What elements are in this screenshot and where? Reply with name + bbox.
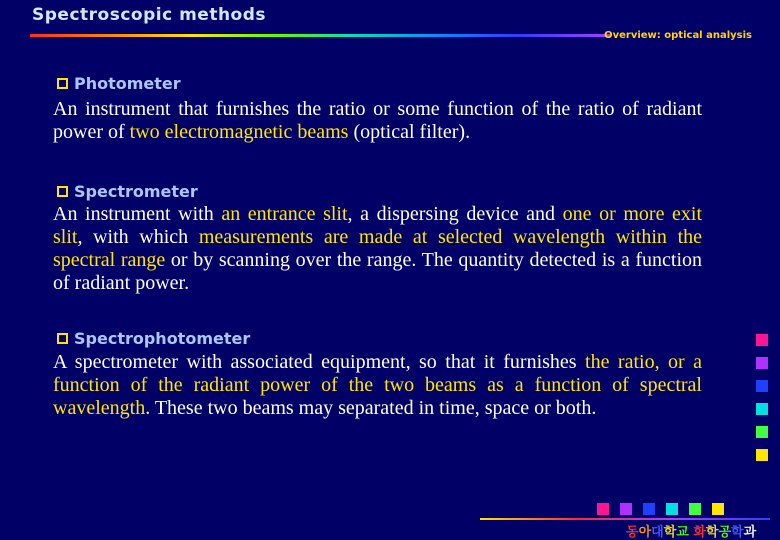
square-bullet-icon (57, 186, 68, 197)
highlighted-text: the ratio, or a function of the radiant power of the two beams as a function of spectral wavelength (53, 351, 702, 419)
logo-character: 아 (638, 525, 652, 540)
square-bullet-icon (57, 78, 68, 89)
body-text-span: An instrument with (53, 203, 222, 225)
section-heading-label: Photometer (74, 74, 181, 93)
page-subtitle: Overview: optical analysis (604, 30, 752, 41)
section-heading-label: Spectrophotometer (74, 329, 251, 348)
decorative-square (756, 380, 768, 392)
logo-character: 학 (663, 525, 677, 540)
section-body-photometer (53, 98, 702, 144)
decorative-square (666, 503, 678, 515)
body-text-span: , a dispersing device and (347, 203, 563, 225)
rainbow-divider (30, 34, 610, 37)
logo-character: 화 (693, 525, 706, 540)
logo-character: 학 (731, 525, 744, 540)
square-bullet-icon (57, 333, 68, 344)
section-heading-spectrometer (57, 182, 198, 201)
logo-character: 학 (705, 525, 719, 540)
logo-character: 동 (626, 525, 639, 540)
decorative-square (689, 503, 701, 515)
section-heading-spectrophotometer (57, 329, 250, 348)
page-title: Spectroscopic methods (32, 5, 267, 25)
decorative-square (756, 426, 768, 438)
body-text-span: (optical filter). (348, 121, 471, 143)
decorative-square (712, 503, 724, 515)
decorative-square (756, 334, 768, 346)
logo-character: 과 (743, 525, 757, 540)
logo-character: 대 (651, 525, 664, 540)
logo-character: 교 (676, 525, 689, 540)
highlighted-text: measurements are made at selected wavelength within the spectral range (53, 226, 702, 271)
decorative-square (756, 357, 768, 369)
body-text-span: , with which (77, 226, 199, 248)
highlighted-text: one or more exit slit (53, 203, 703, 248)
body-text-span: A spectrometer with associated equipment, so that it furnishes (53, 351, 586, 373)
decorative-square (756, 449, 768, 461)
section-body-spectrophotometer (53, 351, 702, 420)
logo-character: 공 (718, 525, 732, 540)
university-department-logo (626, 521, 756, 540)
body-text-span: . These two beams may separated in time, space or both. (145, 397, 597, 419)
section-body-spectrometer (53, 203, 702, 295)
section-heading-photometer (57, 74, 181, 93)
decorative-square (756, 403, 768, 415)
decorative-square (597, 503, 609, 515)
bottom-divider (480, 518, 770, 520)
section-heading-label: Spectrometer (74, 182, 198, 201)
decorative-square (643, 503, 655, 515)
decorative-square (620, 503, 632, 515)
highlighted-text: two electromagnetic beams (129, 121, 349, 143)
highlighted-text: an entrance slit (221, 203, 348, 225)
body-text-span: or by scanning over the range. The quantity detected is a function of radiant power. (53, 249, 703, 294)
body-text-span: An instrument that furnishes the ratio or some function of the ratio of radiant power of (53, 98, 702, 143)
